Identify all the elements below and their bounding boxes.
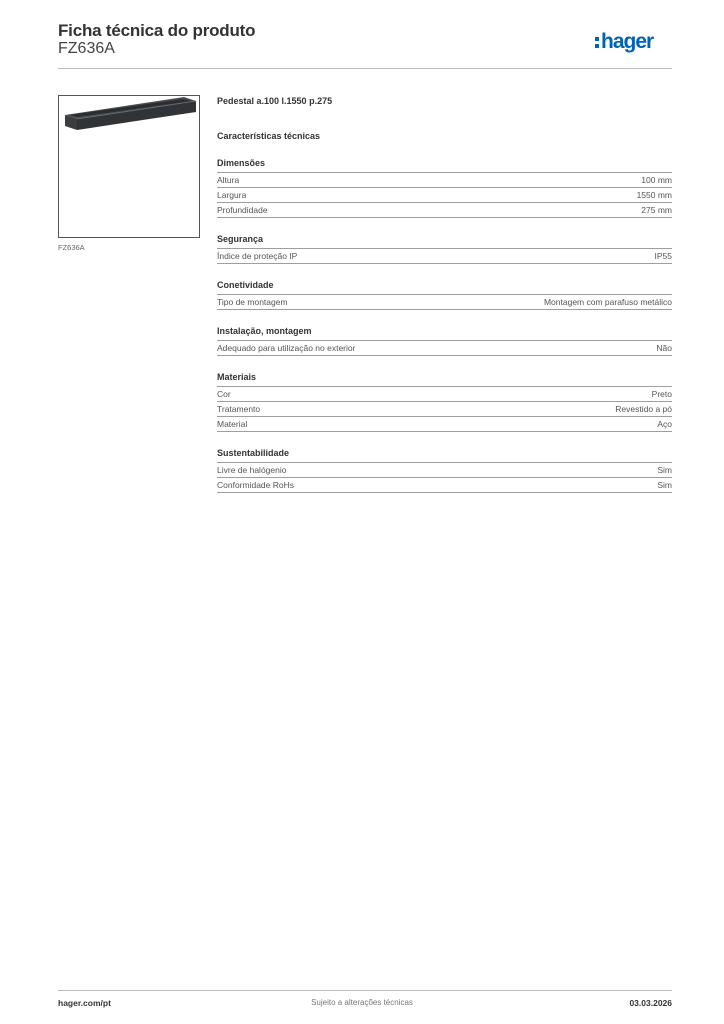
spec-row	[217, 295, 672, 310]
spec-label: Índice de proteção IP	[217, 251, 298, 261]
header-divider	[58, 68, 672, 69]
pedestal-product-image	[59, 96, 199, 237]
spec-label: Cor	[217, 389, 231, 399]
spec-label: Livre de halógenio	[217, 465, 287, 475]
spec-label: Tratamento	[217, 404, 261, 414]
spec-column	[217, 94, 672, 493]
group-title: Sustentabilidade	[217, 447, 672, 463]
group-title: Materiais	[217, 371, 672, 387]
spec-heading: Características técnicas	[217, 131, 321, 141]
group-title: Conetividade	[217, 279, 672, 295]
group-title: Instalação, montagem	[217, 325, 672, 341]
group-title: Dimensões	[217, 157, 672, 173]
spec-row	[217, 173, 672, 188]
spec-value: Não	[656, 343, 672, 353]
spec-label: Tipo de montagem	[217, 297, 288, 307]
logo-wordmark: hager	[601, 30, 654, 53]
spec-row	[217, 387, 672, 402]
spec-value: Montagem com parafuso metálico	[543, 297, 672, 307]
spec-row	[217, 341, 672, 356]
spec-row	[217, 417, 672, 432]
footer-website-link[interactable]: hager.com/pt	[58, 998, 111, 1008]
page-title: Ficha técnica do produto	[58, 21, 256, 40]
spec-value: 275 mm	[641, 205, 672, 215]
spec-row	[217, 478, 672, 493]
spec-value: Preto	[651, 389, 672, 399]
logo-dot-top	[595, 37, 599, 41]
logo-dot-bottom	[595, 44, 599, 48]
spec-row	[217, 402, 672, 417]
spec-value: Revestido a pó	[615, 404, 672, 414]
spec-label: Profundidade	[217, 205, 268, 215]
spec-label: Adequado para utilização no exterior	[217, 343, 356, 353]
spec-label: Material	[217, 419, 248, 429]
spec-row	[217, 249, 672, 264]
footer-date: 03.03.2026	[629, 998, 672, 1008]
spec-value: IP55	[654, 251, 672, 261]
spec-row	[217, 203, 672, 218]
spec-value: 1550 mm	[636, 190, 672, 200]
spec-value: 100 mm	[641, 175, 672, 185]
spec-label: Altura	[217, 175, 240, 185]
product-name: Pedestal a.100 l.1550 p.275	[217, 96, 333, 106]
product-reference: FZ636A	[58, 40, 115, 57]
spec-value: Aço	[657, 419, 672, 429]
spec-group-materials	[217, 371, 672, 432]
hager-logo[interactable]	[594, 28, 674, 56]
spec-group-safety	[217, 233, 672, 264]
spec-label: Largura	[217, 190, 247, 200]
spec-row	[217, 463, 672, 478]
footer-note: Sujeito a alterações técnicas	[311, 998, 413, 1007]
spec-label: Conformidade RoHs	[217, 480, 295, 490]
spec-group-sustainability	[217, 447, 672, 493]
spec-value: Sim	[657, 480, 672, 490]
spec-value: Sim	[657, 465, 672, 475]
product-image	[58, 95, 200, 238]
spec-row	[217, 188, 672, 203]
footer-divider	[58, 990, 672, 991]
image-caption: FZ636A	[58, 243, 85, 252]
spec-group-installation	[217, 325, 672, 356]
spec-group-connectivity	[217, 279, 672, 310]
group-title: Segurança	[217, 233, 672, 249]
spec-group-dimensions	[217, 157, 672, 218]
